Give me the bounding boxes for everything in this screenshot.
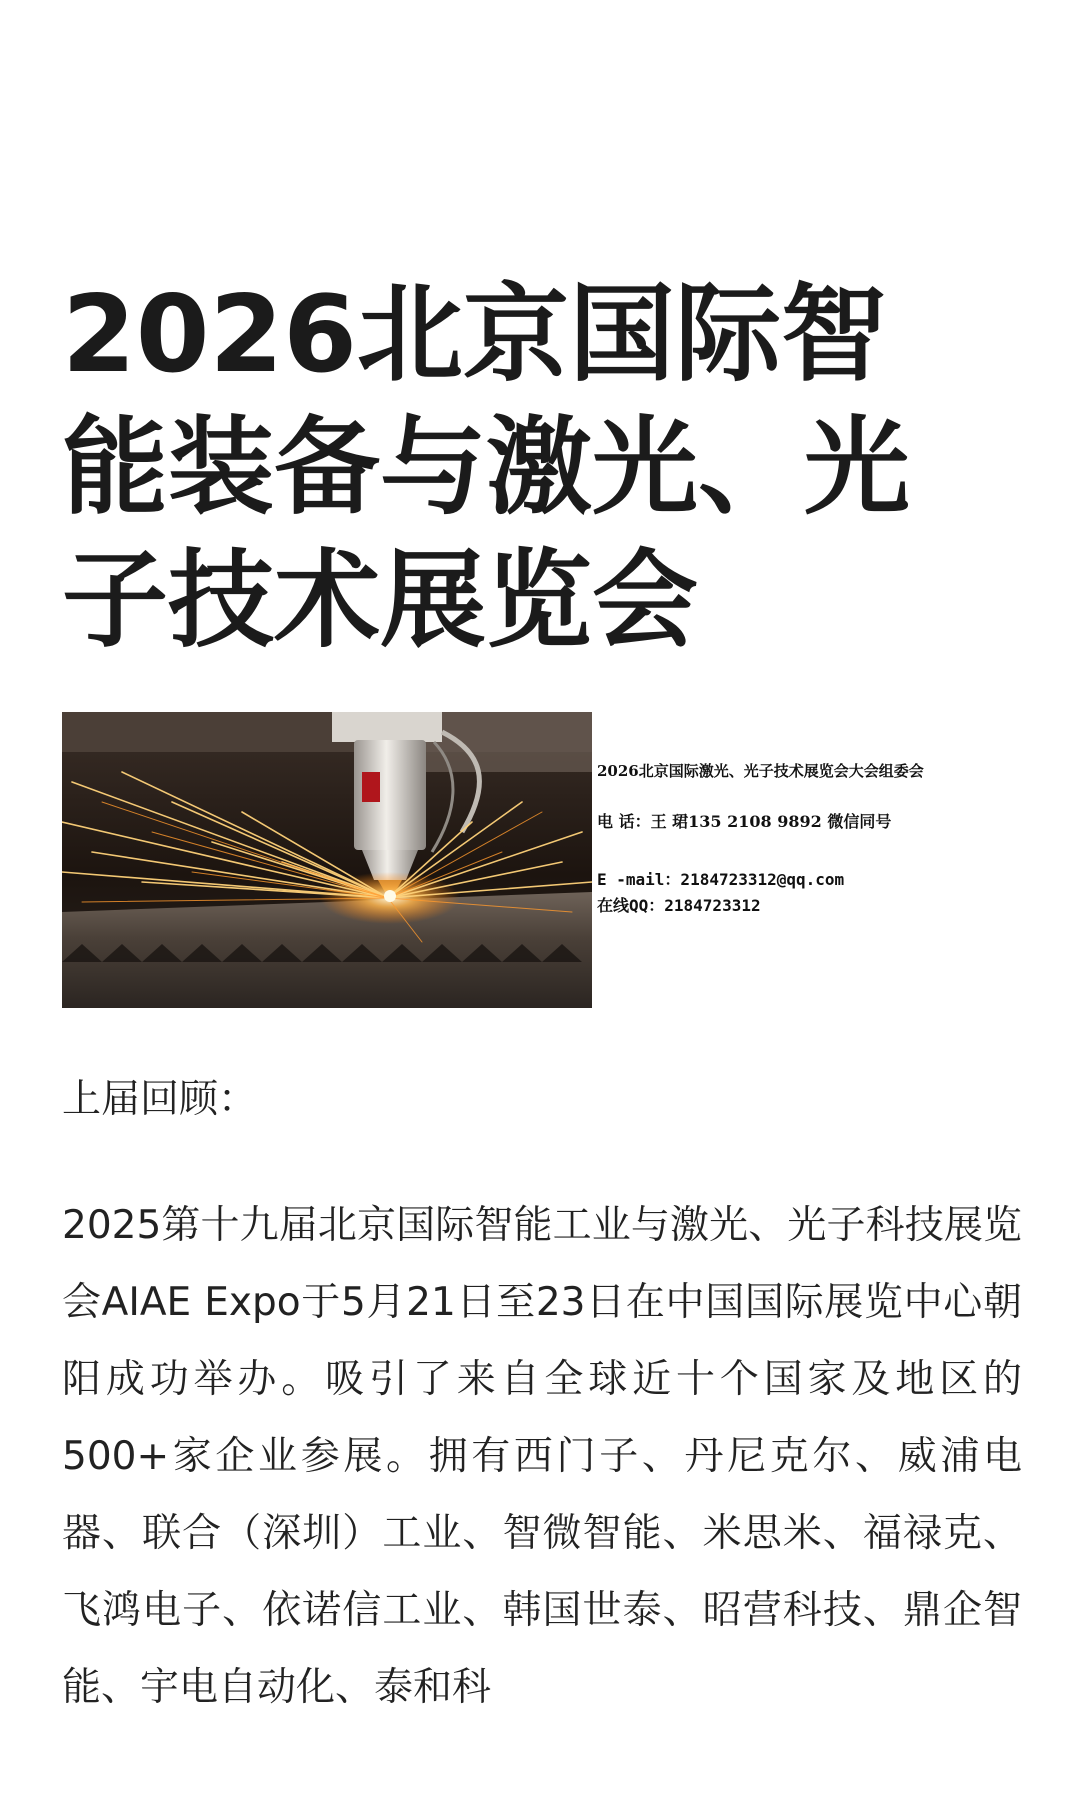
- expo-banner[interactable]: [62, 712, 1022, 1008]
- article: [62, 0, 1022, 1800]
- qq-line: 在线QQ：2184723312: [597, 896, 761, 915]
- email-line: E -mail：2184723312@qq.com: [597, 870, 845, 889]
- article-title: 2026北京国际智能装备与激光、光子技术展览会: [62, 273, 910, 662]
- article-body: 2025第十九届北京国际智能工业与激光、光子科技展览会AIAE Expo于5月21日至23日在中国国际展览中心朝阳成功举办。吸引了来自全球近十个国家及地区的500+家企业参展。拥有西门子、丹尼克尔、威浦电器、联合（深圳）工业、智微智能、米思米、福禄克、飞鸿电子、依诺信工业、韩国世泰、昭营科技、鼎企智能、宇电自动化、泰和科: [62, 1203, 1022, 1710]
- laser-cutting-photo-icon: [62, 712, 592, 1008]
- phone-line: 电 话：王 珺135 2108 9892 微信同号: [597, 812, 892, 831]
- organizer-name: 2026北京国际激光、光子技术展览会大会组委会: [597, 762, 924, 780]
- section-heading: 上届回顾：: [62, 1077, 258, 1122]
